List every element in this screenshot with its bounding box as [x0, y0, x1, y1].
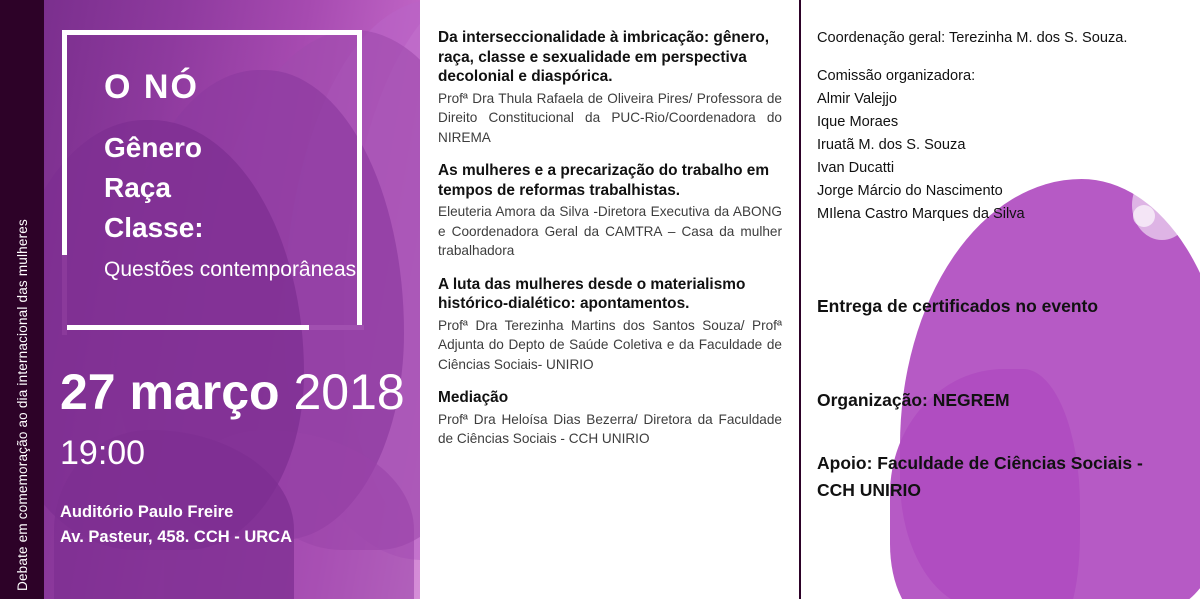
- event-date-year: 2018: [293, 364, 405, 420]
- event-venue: [60, 500, 292, 550]
- program-item-speaker: Eleuteria Amora da Silva -Diretora Executiva da ABONG e Coordenadora Geral da CAMTRA – Casa da mulher trabalhadora: [438, 204, 782, 258]
- credits-text-layer: [801, 0, 1200, 599]
- program-item-speaker: Profª Dra Terezinha Martins dos Santos Souza/ Profª Adjunta do Depto de Saúde Coletiva e da Faculdade de Ciências Sociais- UNIRIO: [438, 317, 782, 372]
- committee-label: Comissão organizadora:: [817, 68, 976, 84]
- program-item: [438, 161, 782, 261]
- program-item-speaker: Profª Dra Heloísa Dias Bezerra/ Diretora da Faculdade de Ciências Sociais - CCH UNIRIO: [438, 411, 782, 446]
- coordination-line: Coordenação geral: Terezinha M. dos S. Souza.: [817, 30, 1128, 46]
- title-frame-border: [62, 30, 362, 330]
- title-frame-notch-left: [62, 255, 67, 335]
- event-subtitle: Questões contemporâneas: [104, 258, 357, 281]
- list-item: Jorge Márcio do Nascimento: [817, 183, 1003, 199]
- title-frame-notch-bottom: [309, 325, 364, 330]
- program-item: [438, 388, 782, 449]
- column-divider: [799, 0, 801, 599]
- program-column: [420, 0, 800, 599]
- vertical-banner-text: Debate em comemoração ao dia internacional das mulheres: [14, 219, 30, 591]
- program-item-title: As mulheres e a precarização do trabalho em tempos de reformas trabalhistas.: [438, 162, 770, 199]
- event-date: [60, 363, 405, 421]
- program-item-title: Da interseccionalidade à imbricação: gênero, raça, classe e sexualidade em perspectiva decolonial e diaspórica.: [438, 29, 770, 85]
- list-item: Ivan Ducatti: [817, 160, 895, 176]
- event-keyword-2: Raça: [104, 172, 171, 203]
- program-item-title: Mediação: [438, 389, 509, 406]
- event-venue-line-1: Auditório Paulo Freire: [60, 503, 234, 521]
- program-item-title: A luta das mulheres desde o materialismo histórico-dialético: apontamentos.: [438, 275, 746, 312]
- support-line: Apoio: Faculdade de Ciências Sociais -CCH UNIRIO: [817, 453, 1143, 500]
- program-item: [438, 275, 782, 375]
- list-item: Iruatã M. dos S. Souza: [817, 137, 966, 153]
- event-keyword-1: Gênero: [104, 132, 203, 163]
- program-item: [438, 28, 782, 147]
- event-title: O NÓ: [104, 68, 199, 106]
- credits-column: [801, 0, 1200, 599]
- list-item: Ique Moraes: [817, 114, 899, 130]
- event-date-day: 27 março: [60, 364, 294, 420]
- event-keyword-3: Classe:: [104, 212, 204, 243]
- vertical-banner-strip: [0, 0, 44, 599]
- list-item: MIlena Castro Marques da Silva: [817, 206, 1025, 222]
- certificate-note: Entrega de certificados no evento: [817, 296, 1099, 316]
- organization-line: Organização: NEGREM: [817, 390, 1010, 410]
- event-venue-line-2: Av. Pasteur, 458. CCH - URCA: [60, 528, 292, 546]
- program-item-speaker: Profª Dra Thula Rafaela de Oliveira Pires/ Professora de Direito Constitucional da PUC-Rio/Coordenadora do NIREMA: [438, 90, 782, 145]
- list-item: Almir Valejjo: [817, 91, 898, 107]
- left-text-layer: [44, 0, 420, 599]
- committee-list: [817, 88, 1184, 226]
- event-time: 19:00: [60, 434, 146, 472]
